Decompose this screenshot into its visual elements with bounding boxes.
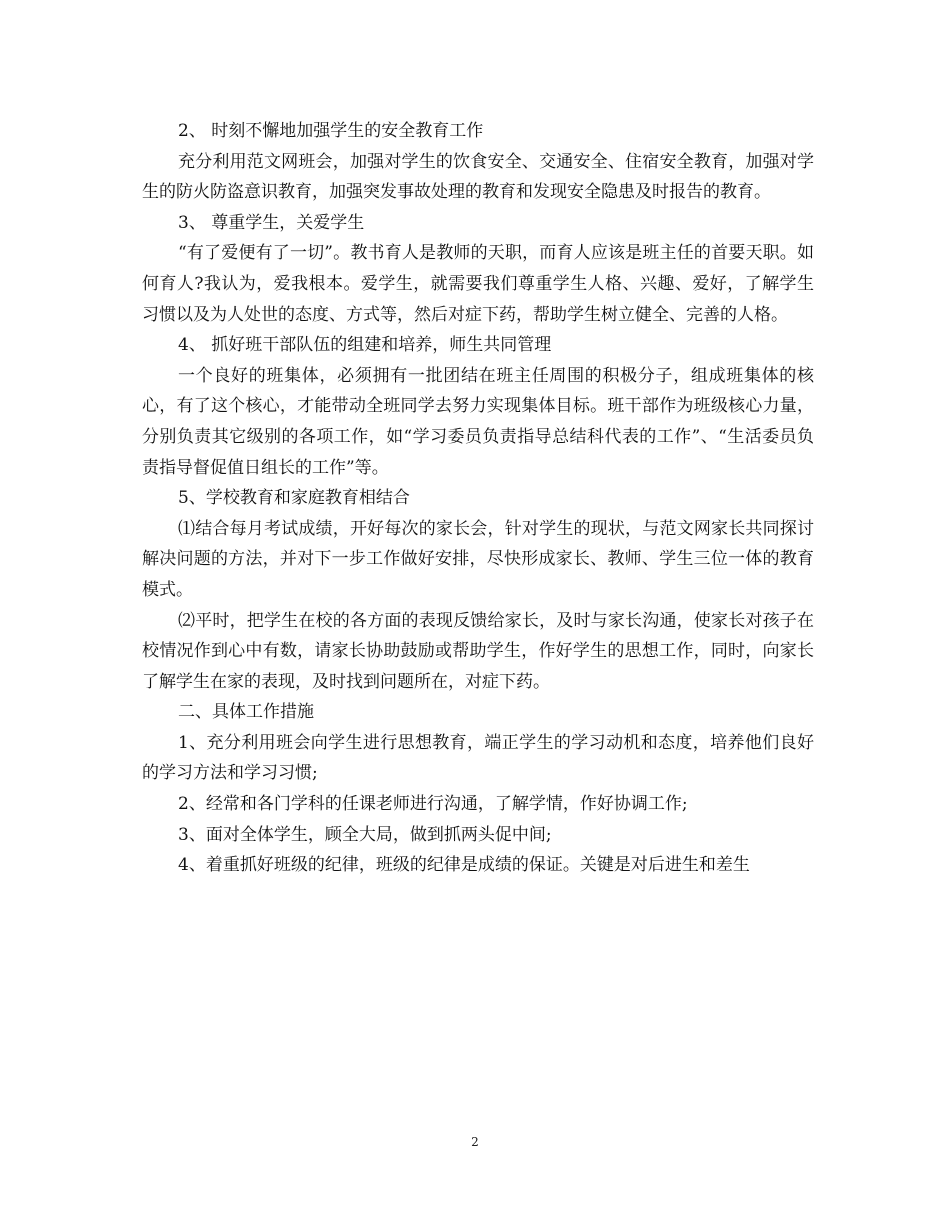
measure-item-2: 2、经常和各门学科的任课老师进行沟通，了解学情，作好协调工作; [178, 794, 688, 815]
heading-respect-students: 3、 尊重学生，关爱学生 [178, 212, 365, 233]
paragraph-class-cadres: 一个良好的班集体，必须拥有一批团结在班主任周围的积极分子，组成班集体的核心，有了这个核心，才能带动全班同学去努力实现集体目标。班干部作为班级核心力量，分别负责其它级别的各项工作，如“学习委员负责指导总结科代表的工作”、“生活委员负责指导督促值日组长的工作”等。 [142, 365, 814, 478]
measure-item-4: 4、着重抓好班级的纪律，班级的纪律是成绩的保证。关键是对后进生和差生 [178, 855, 750, 876]
heading-school-family: 5、学校教育和家庭教育相结合 [178, 488, 410, 509]
page-number: 2 [471, 1135, 479, 1149]
heading-class-cadres: 4、 抓好班干部队伍的组建和培养，师生共同管理 [178, 335, 552, 356]
paragraph-school-family-1: ⑴结合每月考试成绩，开好每次的家长会，针对学生的现状，与范文网家长共同探讨解决问题的方法，并对下一步工作做好安排，尽快形成家长、教师、学生三位一体的教育模式。 [142, 518, 814, 600]
heading-specific-measures: 二、具体工作措施 [178, 702, 314, 723]
paragraph-respect-students: “有了爱便有了一切”。教书育人是教师的天职，而育人应该是班主任的首要天职。如何育人?我认为，爱我根本。爱学生，就需要我们尊重学生人格、兴趣、爱好，了解学生习惯以及为人处世的态度、方式等，然后对症下药，帮助学生树立健全、完善的人格。 [142, 243, 814, 325]
measure-item-1: 1、充分利用班会向学生进行思想教育，端正学生的学习动机和态度，培养他们良好的学习方法和学习习惯; [142, 732, 814, 784]
heading-safety-education: 2、 时刻不懈地加强学生的安全教育工作 [178, 121, 484, 141]
paragraph-safety-education: 充分利用范文网班会，加强对学生的饮食安全、交通安全、住宿安全教育，加强对学生的防火防盗意识教育，加强突发事故处理的教育和发现安全隐患及时报告的教育。 [142, 151, 814, 203]
measure-item-3: 3、面对全体学生，顾全大局，做到抓两头促中间; [178, 824, 552, 845]
document-body [142, 116, 814, 881]
paragraph-school-family-2: ⑵平时，把学生在校的各方面的表现反馈给家长，及时与家长沟通，使家长对孩子在校情况作到心中有数，请家长协助鼓励或帮助学生，作好学生的思想工作，同时，向家长了解学生在家的表现，及时找到问题所在，对症下药。 [142, 610, 814, 692]
